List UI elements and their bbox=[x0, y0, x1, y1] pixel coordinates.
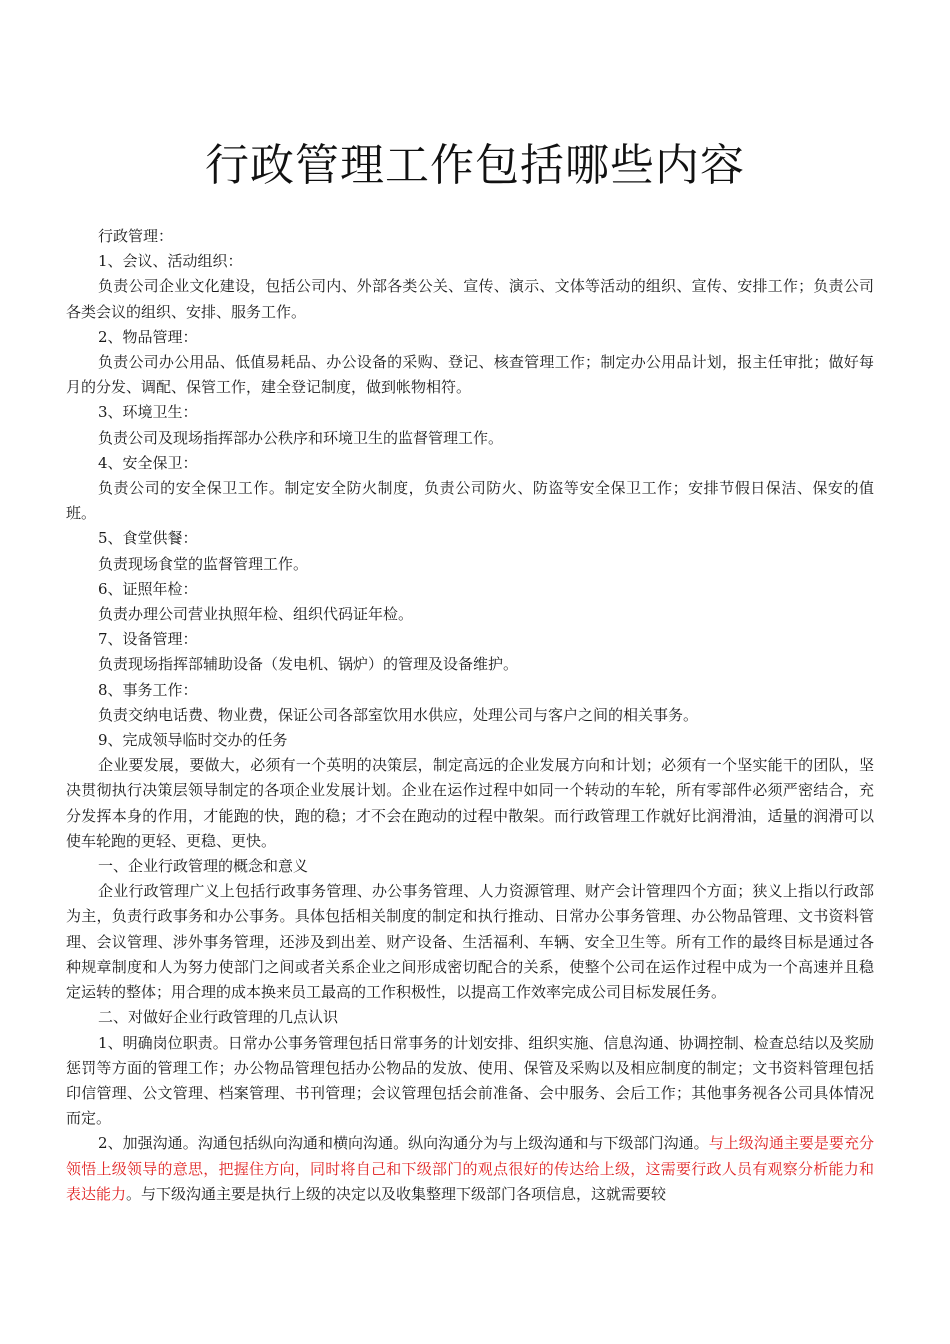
paragraph: 负责公司及现场指挥部办公秩序和环境卫生的监督管理工作。 bbox=[98, 428, 504, 447]
paragraph: 负责公司企业文化建设，包括公司内、外部各类公关、宣传、演示、文体等活动的组织、宣传、安排工作；负责公司各类会议的组织、安排、服务工作。 bbox=[66, 277, 874, 321]
paragraph: 负责办理公司营业执照年检、组织代码证年检。 bbox=[98, 605, 414, 624]
highlighted-text: 与上级沟通主要是要充分领悟上级领导的意思，把握住方向，同时将自己和下级部门的观点很好的传达给上级，这需要行政人员有观察分析能力和表达能力 bbox=[66, 1134, 874, 1203]
paragraph: 负责公司的安全保卫工作。制定安全防火制度，负责公司防火、防盗等安全保卫工作；安排节假日保洁、保安的值班。 bbox=[66, 479, 874, 523]
paragraph: 负责公司办公用品、低值易耗品、办公设备的采购、登记、核查管理工作；制定办公用品计划，报主任审批；做好每月的分发、调配、保管工作，建全登记制度，做到帐物相符。 bbox=[66, 353, 874, 397]
section-heading: 1、会议、活动组织： bbox=[98, 252, 243, 271]
section-heading: 4、安全保卫： bbox=[98, 453, 198, 472]
paragraph: 负责现场指挥部辅助设备（发电机、锅炉）的管理及设备维护。 bbox=[98, 655, 519, 674]
section-heading: 一、企业行政管理的概念和意义 bbox=[98, 857, 309, 876]
paragraph: 企业要发展，要做大，必须有一个英明的决策层，制定高远的企业发展方向和计划；必须有一个坚实能干的团队，坚决贯彻执行决策层领导制定的各项企业发展计划。企业在运作过程中如同一个转动的车轮，所有零部件必须严密结合，充分发挥本身的作用，才能跑的快，跑的稳；才不会在跑动的过程中散架。而行政管理工作就好比润滑油，适量的润滑可以使车轮跑的更轻、更稳、更快。 bbox=[66, 756, 874, 850]
paragraph-with-highlight bbox=[66, 1131, 874, 1207]
paragraph: 负责交纳电话费、物业费，保证公司各部室饮用水供应，处理公司与客户之间的相关事务。 bbox=[98, 705, 699, 724]
paragraph-text-pre: 2、加强沟通。沟通包括纵向沟通和横向沟通。纵向沟通分为与上级沟通和与下级部门沟通。 bbox=[98, 1134, 709, 1153]
section-heading: 2、物品管理： bbox=[98, 327, 198, 346]
paragraph: 企业行政管理广义上包括行政事务管理、办公事务管理、人力资源管理、财产会计管理四个方面；狭义上指以行政部为主，负责行政事务和办公事务。具体包括相关制度的制定和执行推动、日常办公事务管理、办公物品管理、文书资料管理、会议管理、涉外事务管理，还涉及到出差、财产设备、生活福利、车辆、安全卫生等。所有工作的最终目标是通过各种规章制度和人为努力使部门之间或者关系企业之间形成密切配合的关系，使整个公司在运作过程中成为一个高速并且稳定运转的整体；用合理的成本换来员工最高的工作积极性，以提高工作效率完成公司目标发展任务。 bbox=[66, 882, 874, 1002]
paragraph-text-post: 。与下级沟通主要是执行上级的决定以及收集整理下级部门各项信息，这就需要较 bbox=[126, 1184, 667, 1203]
document-title: 行政管理工作包括哪些内容 bbox=[205, 140, 745, 191]
paragraph: 负责现场食堂的监督管理工作。 bbox=[98, 554, 309, 573]
section-heading: 7、设备管理： bbox=[98, 630, 198, 649]
paragraph: 1、明确岗位职责。日常办公事务管理包括日常事务的计划安排、组织实施、信息沟通、协调控制、检查总结以及奖励惩罚等方面的管理工作；办公物品管理包括办公物品的发放、使用、保管及采购以及相应制度的制定；文书资料管理包括印信管理、公文管理、档案管理、书刊管理；会议管理包括会前准备、会中服务、会后工作；其他事务视各公司具体情况而定。 bbox=[66, 1033, 874, 1128]
paragraph: 行政管理： bbox=[98, 227, 174, 245]
document-body bbox=[66, 224, 874, 1207]
section-heading: 8、事务工作： bbox=[98, 680, 198, 699]
section-heading: 二、对做好企业行政管理的几点认识 bbox=[98, 1008, 339, 1027]
section-heading: 9、完成领导临时交办的任务 bbox=[98, 731, 288, 750]
section-heading: 6、证照年检： bbox=[98, 579, 198, 598]
section-heading: 5、食堂供餐： bbox=[98, 529, 198, 548]
section-heading: 3、环境卫生： bbox=[98, 403, 198, 422]
